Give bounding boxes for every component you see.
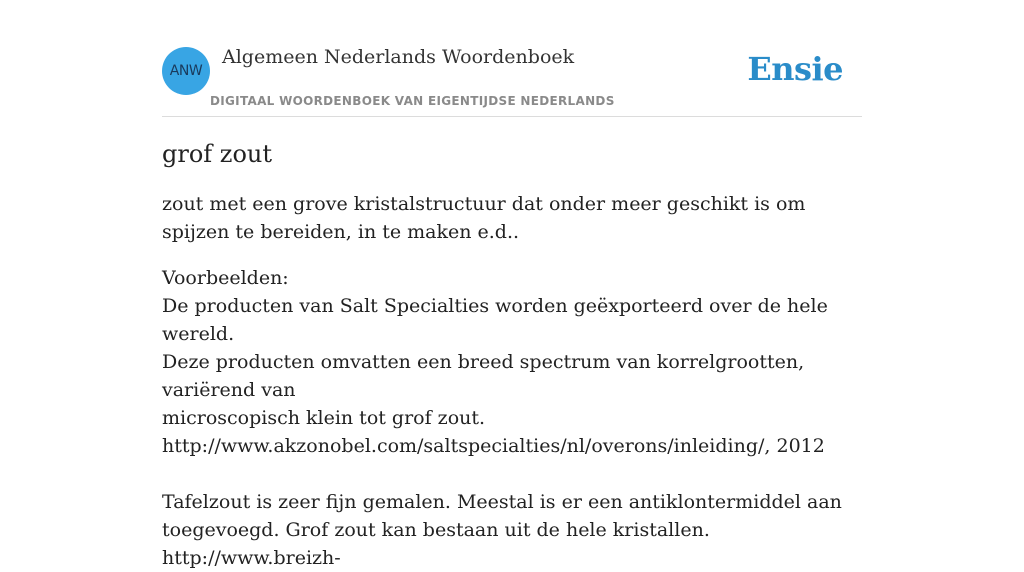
example-2-line-2: toegevoegd. Grof zout kan bestaan uit de hele kristallen.: [162, 519, 710, 541]
example-1-line-2: Deze producten omvatten een breed spectrum van korrelgrootten, variërend van: [162, 351, 805, 401]
examples-label: Voorbeelden:: [162, 267, 289, 289]
example-2-source: http://www.breizh-: [162, 547, 341, 569]
example-2-line-1: Tafelzout is zeer fijn gemalen. Meestal is er een antiklontermiddel aan: [162, 491, 842, 513]
examples-section: [162, 264, 862, 572]
entry-title: grof zout: [162, 140, 272, 168]
example-1-line-1: De producten van Salt Specialties worden geëxporteerd over de hele wereld.: [162, 295, 828, 345]
example-1-source: http://www.akzonobel.com/saltspecialties/nl/overons/inleiding/, 2012: [162, 435, 825, 457]
example-1-line-3: microscopisch klein tot grof zout.: [162, 407, 486, 429]
site-header: [162, 0, 862, 117]
logo-text: ANW: [169, 63, 203, 79]
entry-definition: zout met een grove kristalstructuur dat onder meer geschikt is om spijzen te bereiden, in te maken e.d..: [162, 193, 806, 243]
site-subtitle: DIGITAAL WOORDENBOEK VAN EIGENTIJDSE NEDERLANDS: [210, 94, 615, 108]
ensie-brand-link[interactable]: Ensie: [747, 50, 843, 88]
example-spacer: [162, 460, 862, 488]
entry-content: [162, 138, 862, 572]
anw-logo[interactable]: [162, 47, 210, 95]
site-title[interactable]: Algemeen Nederlands Woordenboek: [222, 46, 575, 68]
